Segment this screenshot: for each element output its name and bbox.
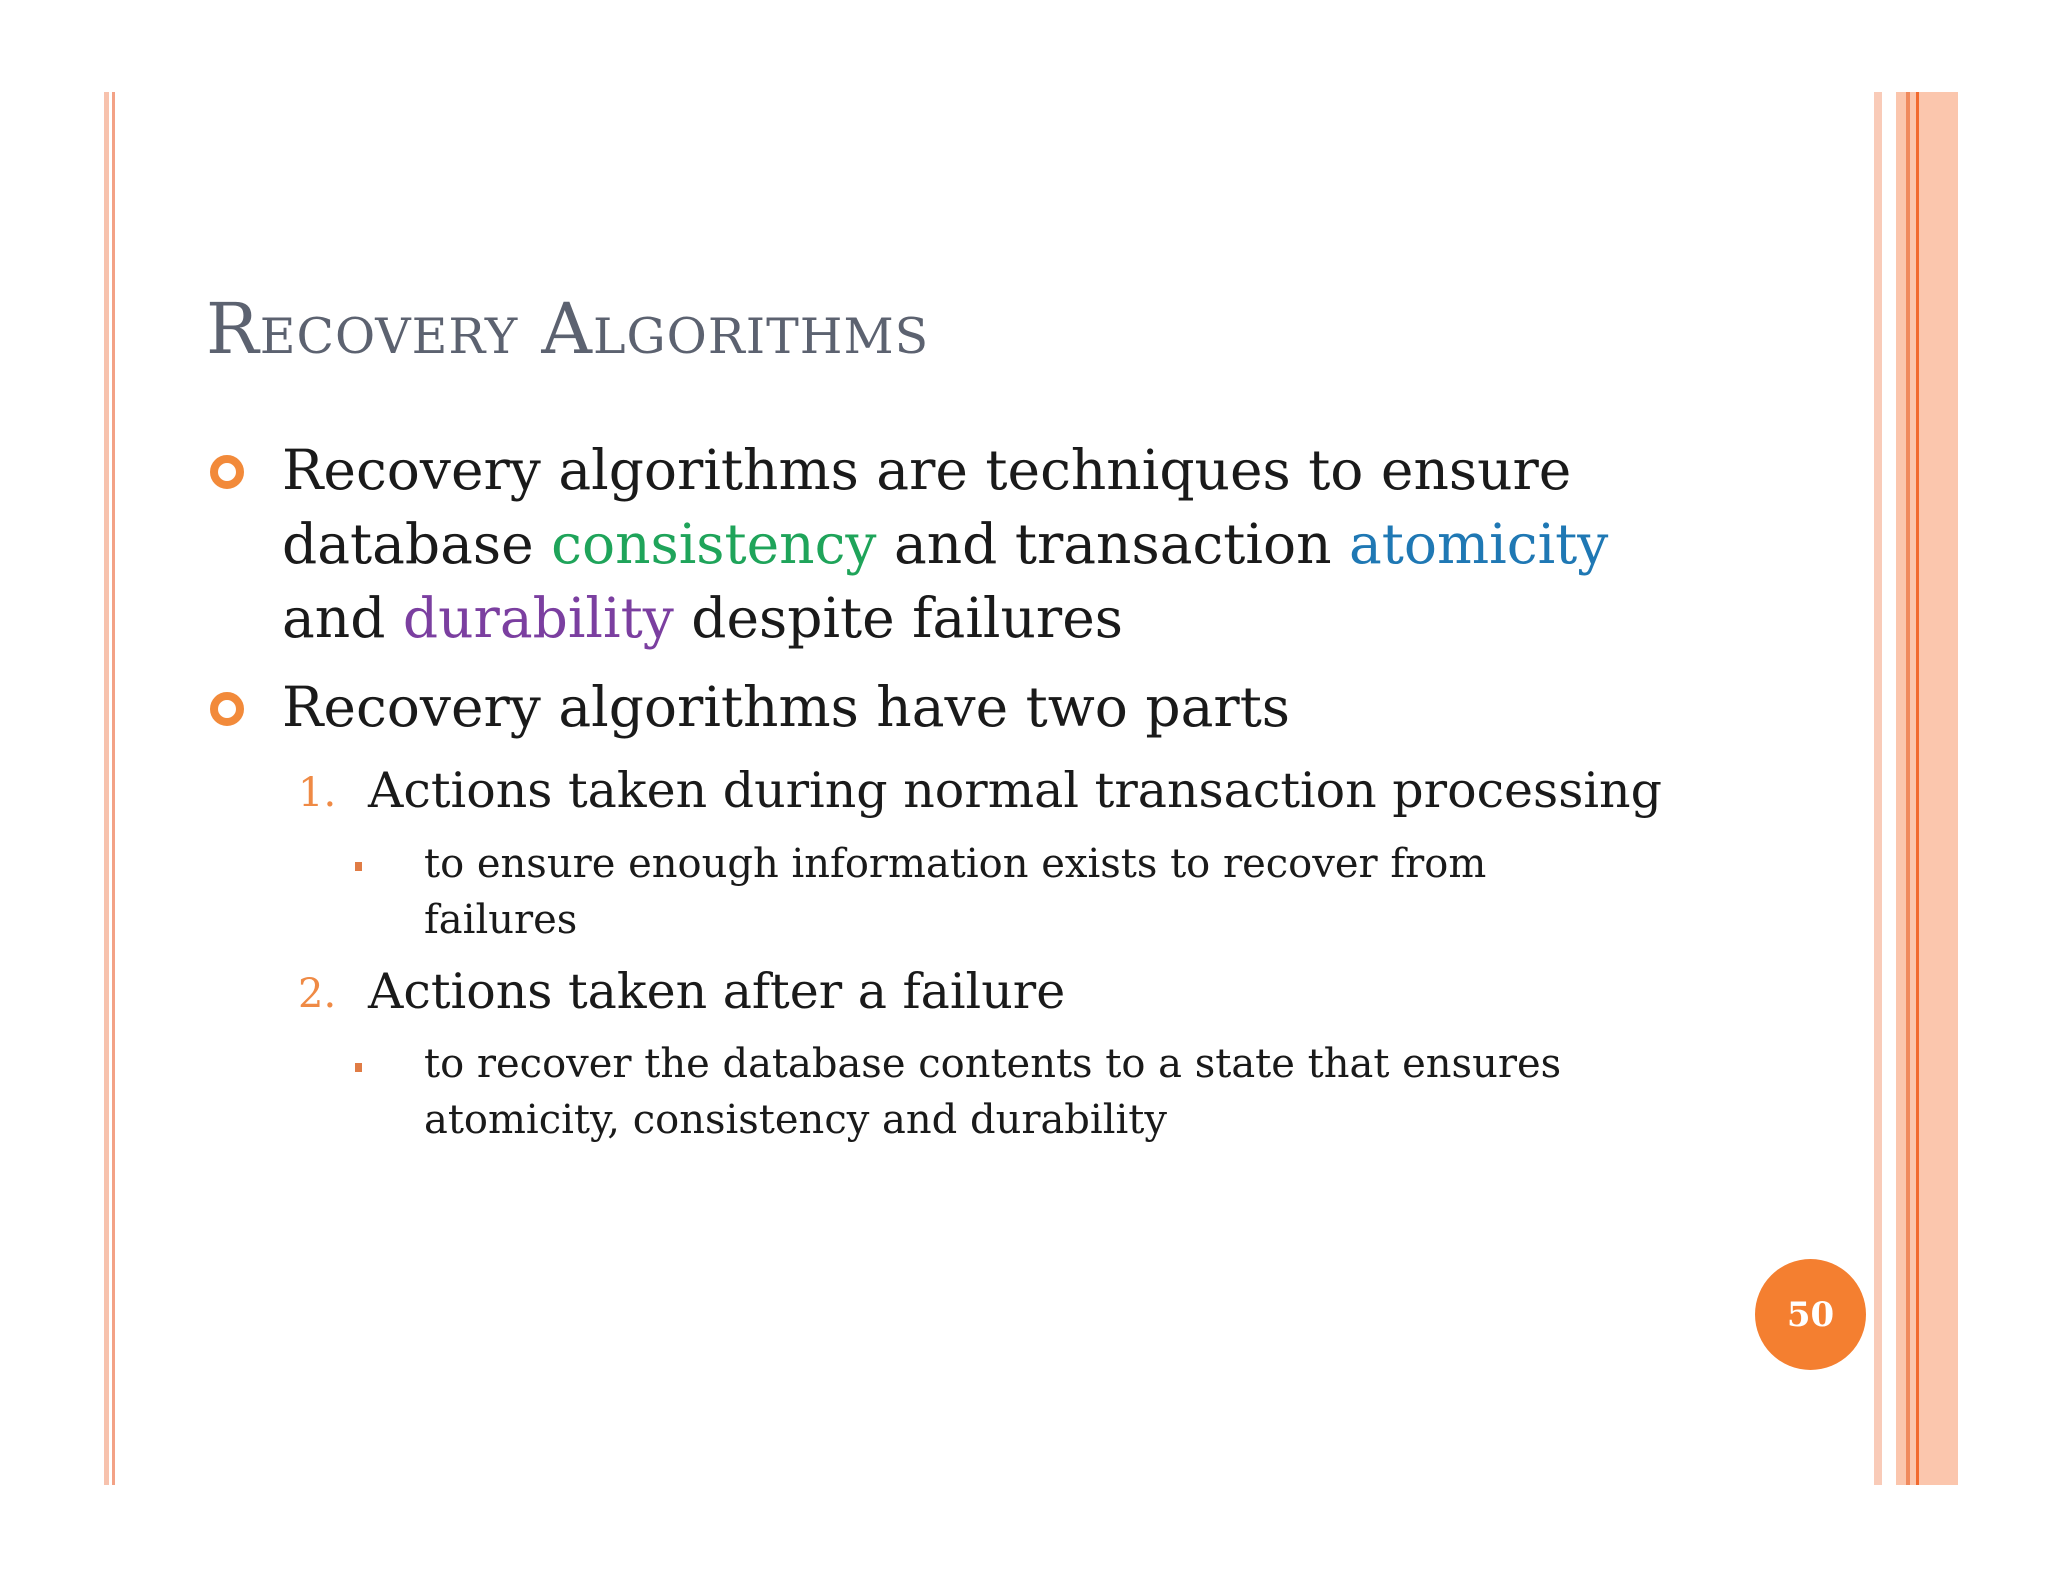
list-number: 1. bbox=[298, 770, 337, 816]
text-span: database bbox=[282, 512, 552, 576]
bullet-line: Recovery algorithms are techniques to ensure bbox=[282, 438, 1572, 502]
bullet-text bbox=[282, 433, 1608, 655]
sub-item-line: to recover the database contents to a state that ensures bbox=[424, 1041, 1562, 1087]
left-border-line bbox=[112, 92, 115, 1485]
square-bullet-icon bbox=[355, 862, 362, 871]
list-number: 2. bbox=[298, 971, 337, 1017]
bullet-text: Recovery algorithms have two parts bbox=[282, 675, 1291, 739]
ring-bullet-icon bbox=[210, 692, 244, 726]
text-span: despite failures bbox=[673, 586, 1123, 650]
sub-item-line: atomicity, consistency and durability bbox=[424, 1097, 1167, 1143]
list-item-text: Actions taken during normal transaction processing bbox=[368, 762, 1662, 819]
bullet-line bbox=[282, 581, 1608, 655]
left-border-line bbox=[104, 92, 109, 1485]
bullet-line bbox=[282, 507, 1608, 581]
atomicity-term: atomicity bbox=[1349, 512, 1609, 576]
sub-item-text bbox=[424, 836, 1486, 948]
slide-title: Recovery Algorithms bbox=[206, 288, 930, 370]
right-border-line bbox=[1916, 92, 1919, 1485]
right-border-band bbox=[1874, 92, 1882, 1485]
text-span: and bbox=[282, 586, 403, 650]
ring-bullet-icon bbox=[210, 455, 244, 489]
page-number: 50 bbox=[1786, 1294, 1835, 1335]
consistency-term: consistency bbox=[551, 512, 877, 576]
square-bullet-icon bbox=[355, 1063, 362, 1072]
durability-term: durability bbox=[402, 586, 674, 650]
sub-item-line: failures bbox=[424, 897, 578, 943]
sub-item-line: to ensure enough information exists to recover from bbox=[424, 841, 1487, 887]
right-border-line bbox=[1906, 92, 1910, 1485]
sub-item-text bbox=[424, 1036, 1561, 1148]
list-item-text: Actions taken after a failure bbox=[368, 963, 1066, 1020]
text-span: and transaction bbox=[876, 512, 1350, 576]
page-number-badge bbox=[1755, 1259, 1866, 1370]
